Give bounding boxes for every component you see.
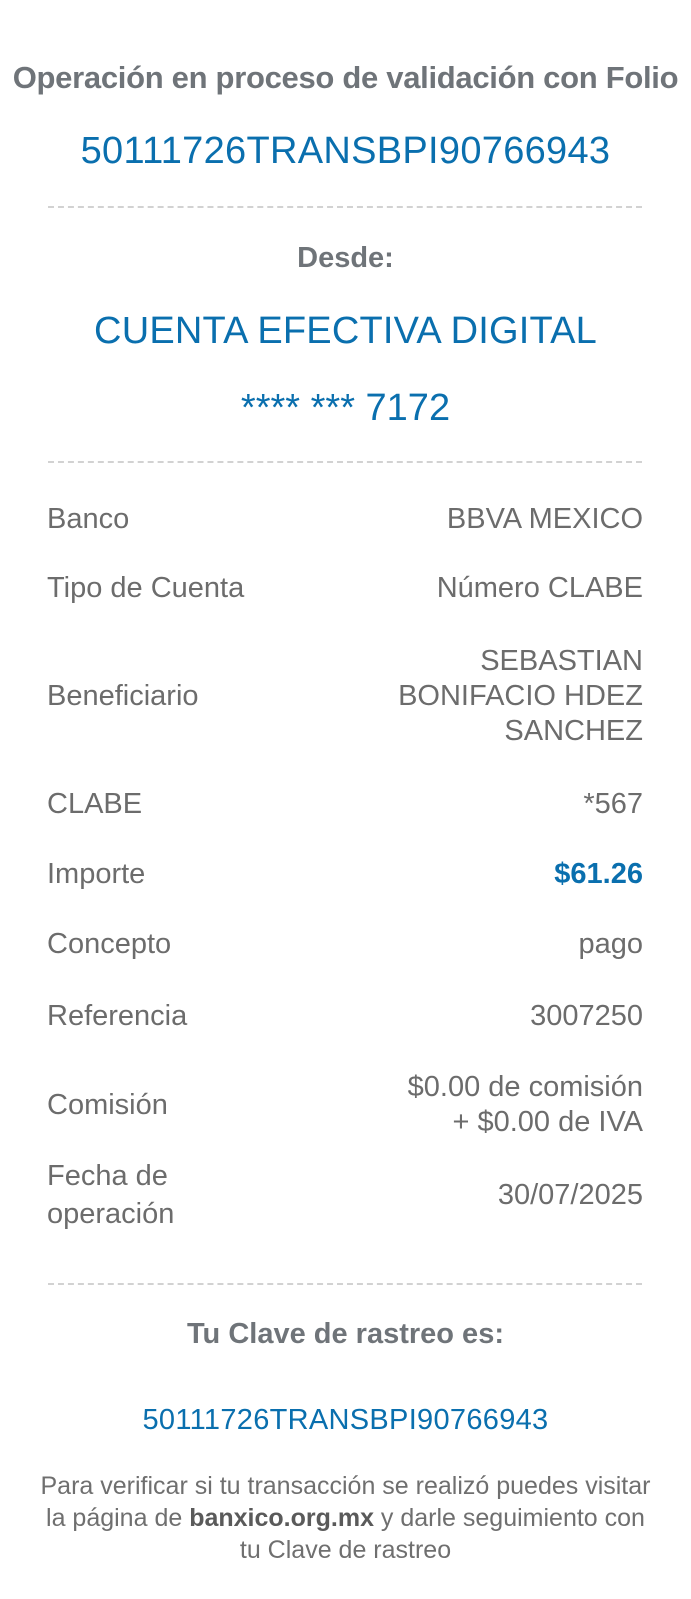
detail-label: CLABE <box>47 788 143 820</box>
status-message: Operación en proceso de validación con Folio <box>12 60 679 95</box>
detail-value: Número CLABE <box>436 571 643 604</box>
detail-value: pago <box>578 927 643 960</box>
detail-label: Concepto <box>47 928 172 960</box>
detail-label: Referencia <box>47 1000 188 1032</box>
detail-row-concept <box>47 924 643 964</box>
detail-label: Banco <box>47 503 130 535</box>
tracking-key-label: Tu Clave de rastreo es: <box>187 1318 504 1350</box>
detail-value: SEBASTIAN BONIFACIO HDEZ SANCHEZ <box>398 644 643 747</box>
banxico-link[interactable]: banxico.org.mx <box>189 1504 374 1532</box>
detail-label: Beneficiario <box>47 680 199 712</box>
detail-row-amount <box>47 854 643 894</box>
amount-value: $61.26 <box>554 857 643 890</box>
detail-row-bank <box>47 499 643 539</box>
detail-value: 3007250 <box>530 999 643 1032</box>
detail-label: Tipo de Cuenta <box>47 572 245 604</box>
detail-row-clabe <box>47 784 643 824</box>
detail-row-beneficiary <box>47 641 643 751</box>
origin-account-number: **** *** 7172 <box>240 387 451 429</box>
tracking-key-value: 50111726TRANSBPI90766943 <box>142 1404 549 1436</box>
detail-row-reference <box>47 996 643 1036</box>
verification-info <box>40 1470 651 1566</box>
origin-label: Desde: <box>297 242 394 274</box>
divider <box>48 1283 642 1285</box>
divider <box>48 461 642 463</box>
detail-row-account-type <box>47 568 643 608</box>
folio-number: 50111726TRANSBPI90766943 <box>80 130 611 172</box>
detail-label: Fecha de operación <box>47 1160 175 1230</box>
divider <box>48 206 642 208</box>
detail-value: 30/07/2025 <box>497 1178 643 1211</box>
detail-row-commission <box>47 1068 643 1142</box>
info-text-after: y darle seguimiento con tu Clave de rastreo <box>239 1504 645 1564</box>
detail-row-operation-date <box>47 1156 643 1234</box>
origin-account-name: CUENTA EFECTIVA DIGITAL <box>94 310 597 352</box>
detail-value: BBVA MEXICO <box>446 502 643 535</box>
detail-label: Comisión <box>47 1089 168 1121</box>
detail-label: Importe <box>47 858 146 890</box>
info-text-before: Para verificar si tu transacción se realizó puedes visitar la página de <box>40 1472 651 1532</box>
detail-value: $0.00 de comisión + $0.00 de IVA <box>407 1071 643 1138</box>
detail-value: *567 <box>583 787 643 820</box>
